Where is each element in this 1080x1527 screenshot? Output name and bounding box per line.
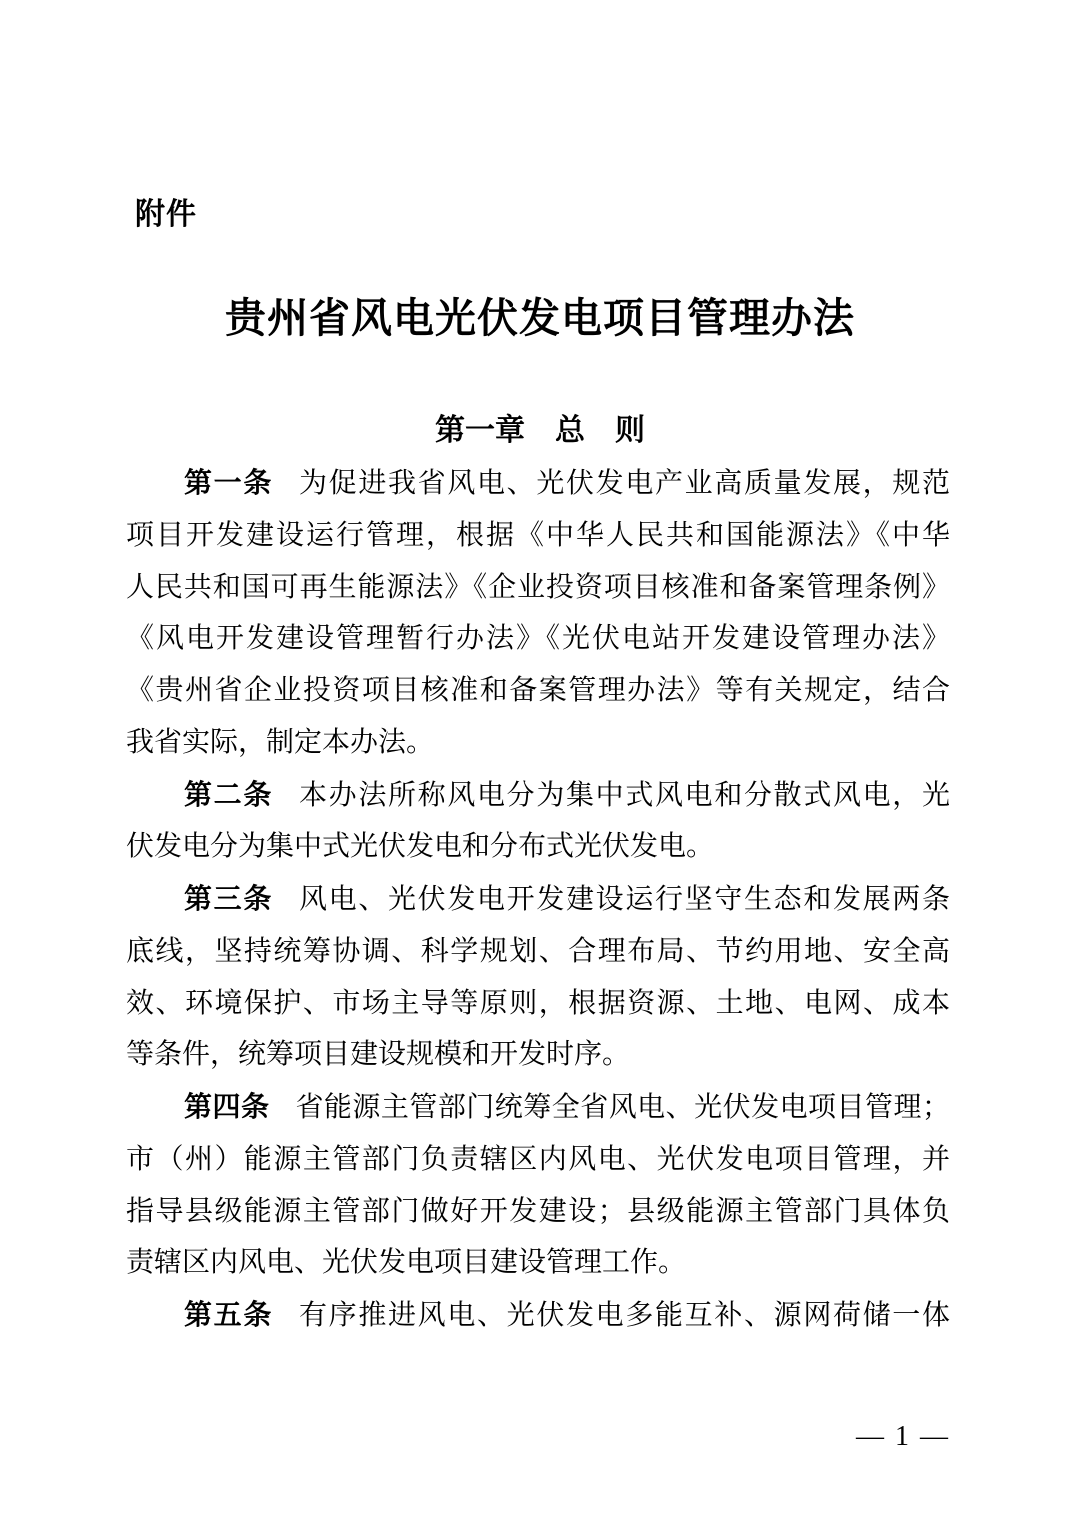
article-line — [126, 1289, 950, 1342]
article-line-text: 省能源主管部门统筹全省风电、光伏发电项目管理； — [295, 1092, 950, 1123]
article-4 — [126, 1081, 950, 1289]
article-line-text: 有序推进风电、光伏发电多能互补、源网荷储一体 — [299, 1300, 950, 1331]
article-line: 指导县级能源主管部门做好开发建设；县级能源主管部门具体负 — [126, 1195, 950, 1227]
article-line: 项目开发建设运行管理，根据《中华人民共和国能源法》《中华 — [126, 519, 950, 551]
article-number-label: 第二条 — [184, 778, 273, 810]
article-line: 等条件，统筹项目建设规模和开发时序。 — [126, 1039, 631, 1071]
article-line-text: 风电、光伏发电开发建设运行坚守生态和发展两条 — [299, 884, 950, 915]
article-line: 底线，坚持统筹协调、科学规划、合理布局、节约用地、安全高 — [126, 935, 950, 967]
article-line: 人民共和国可再生能源法》《企业投资项目核准和备案管理条例》 — [126, 571, 950, 603]
attachment-label: 附件 — [135, 198, 197, 231]
article-line: 《贵州省企业投资项目核准和备案管理办法》等有关规定，结合 — [126, 675, 950, 706]
article-line: 《风电开发建设管理暂行办法》《光伏电站开发建设管理办法》 — [126, 623, 950, 655]
article-line: 市（州）能源主管部门负责辖区内风电、光伏发电项目管理，并 — [126, 1143, 950, 1175]
article-line: 效、环境保护、市场主导等原则，根据资源、土地、电网、成本 — [126, 987, 950, 1019]
article-number-label: 第三条 — [184, 883, 273, 914]
document-body — [126, 457, 950, 1342]
article-number-label: 第一条 — [184, 467, 273, 498]
article-2 — [126, 769, 950, 874]
article-line-text: 为促进我省风电、光伏发电产业高质量发展，规范 — [299, 468, 950, 499]
article-line — [126, 769, 950, 822]
chapter-heading: 第一章 总 则 — [435, 414, 645, 447]
article-number-label: 第四条 — [184, 1091, 270, 1122]
article-line — [126, 457, 950, 510]
article-5 — [126, 1289, 950, 1342]
article-line — [126, 873, 950, 926]
article-line: 责辖区内风电、光伏发电项目建设管理工作。 — [126, 1247, 687, 1279]
page-number: — 1 — — [856, 1421, 950, 1452]
document-title: 贵州省风电光伏发电项目管理办法 — [225, 295, 855, 341]
article-line — [126, 1081, 950, 1134]
article-1 — [126, 457, 950, 769]
article-number-label: 第五条 — [184, 1299, 273, 1330]
article-line: 伏发电分为集中式光伏发电和分布式光伏发电。 — [126, 831, 715, 863]
article-3 — [126, 873, 950, 1081]
article-line-text: 本办法所称风电分为集中式风电和分散式风电，光 — [299, 779, 950, 811]
article-line: 我省实际，制定本办法。 — [126, 726, 435, 758]
